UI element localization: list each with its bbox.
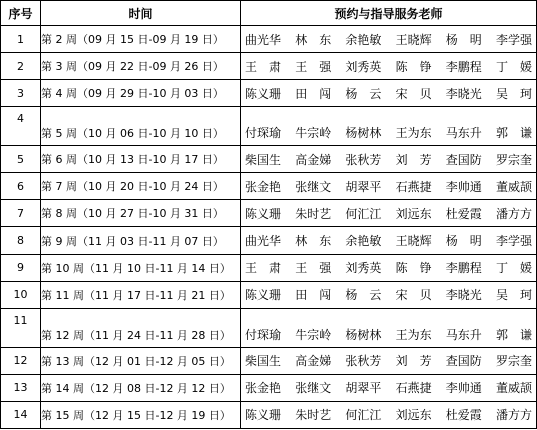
teacher-name: 朱时艺 [295, 408, 332, 423]
teacher-name: 付琛瑜 [245, 126, 282, 141]
teacher-name: 王 强 [295, 261, 332, 276]
teacher-name: 张金艳 [245, 381, 282, 396]
teacher-name: 潘方方 [495, 206, 532, 221]
teacher-name: 吴 珂 [495, 288, 532, 303]
teacher-name: 王为东 [395, 126, 432, 141]
teacher-name: 高金娣 [295, 354, 332, 369]
row-index: 9 [1, 254, 41, 281]
teacher-name: 李学强 [495, 234, 532, 249]
row-index: 14 [1, 401, 41, 428]
teacher-name: 郭 谦 [495, 327, 532, 342]
row-teachers [241, 26, 537, 53]
row-time: 第 8 周（10 月 27 日-10 月 31 日） [41, 200, 241, 227]
teacher-name: 杜爱霞 [445, 408, 482, 423]
table-row [1, 227, 537, 254]
teacher-name: 陈 铮 [395, 261, 432, 276]
row-time: 第 13 周（12 月 01 日-12 月 05 日） [41, 347, 241, 374]
teacher-list [241, 232, 536, 249]
teacher-list [241, 352, 536, 369]
row-time: 第 9 周（11 月 03 日-11 月 07 日） [41, 227, 241, 254]
teacher-name: 潘方方 [495, 408, 532, 423]
teacher-name: 石燕捷 [395, 381, 432, 396]
row-index: 10 [1, 281, 41, 308]
row-index: 3 [1, 80, 41, 107]
teacher-name: 李晓光 [445, 288, 482, 303]
header-teachers: 预约与指导服务老师 [241, 1, 537, 26]
teacher-name: 李学强 [495, 32, 532, 47]
row-teachers [241, 107, 537, 146]
teacher-name: 杨 明 [445, 32, 482, 47]
teacher-list [241, 31, 536, 48]
teacher-list [241, 379, 536, 396]
teacher-name: 付琛瑜 [245, 327, 282, 342]
teacher-name: 石燕捷 [395, 179, 432, 194]
teacher-name: 林 东 [295, 32, 332, 47]
row-index: 1 [1, 26, 41, 53]
teacher-name: 杜爱霞 [445, 206, 482, 221]
teacher-name: 王 肃 [245, 261, 282, 276]
row-teachers [241, 281, 537, 308]
row-time: 第 6 周（10 月 13 日-10 月 17 日） [41, 146, 241, 173]
header-row [1, 1, 537, 26]
row-teachers [241, 347, 537, 374]
teacher-name: 李鹏程 [445, 59, 482, 74]
teacher-list [241, 259, 536, 276]
teacher-list [241, 151, 536, 168]
row-time: 第 4 周（09 月 29 日-10 月 03 日） [41, 80, 241, 107]
teacher-name: 杨 云 [345, 86, 382, 101]
teacher-name: 杨树林 [345, 327, 382, 342]
row-time: 第 3 周（09 月 22 日-09 月 26 日） [41, 53, 241, 80]
table-row [1, 53, 537, 80]
teacher-list [241, 286, 536, 303]
teacher-name: 张继文 [295, 381, 332, 396]
teacher-name: 刘 芳 [395, 152, 432, 167]
teacher-list [241, 326, 536, 347]
teacher-list [241, 406, 536, 423]
teacher-list [241, 124, 536, 145]
row-time: 第 15 周（12 月 15 日-12 月 19 日） [41, 401, 241, 428]
teacher-name: 胡翠平 [345, 179, 382, 194]
teacher-name: 王晓辉 [395, 32, 432, 47]
row-time: 第 5 周（10 月 06 日-10 月 10 日） [41, 107, 241, 146]
teacher-name: 刘 芳 [395, 354, 432, 369]
teacher-name: 李鹏程 [445, 261, 482, 276]
teacher-name: 刘秀英 [345, 261, 382, 276]
row-index: 5 [1, 146, 41, 173]
table-body [1, 26, 537, 429]
teacher-name: 田 闯 [295, 86, 332, 101]
teacher-name: 何汇江 [345, 206, 382, 221]
teacher-name: 罗宗奎 [495, 354, 532, 369]
teacher-name: 王晓辉 [395, 234, 432, 249]
teacher-name: 董威颉 [495, 381, 532, 396]
teacher-name: 陈义珊 [245, 288, 282, 303]
teacher-name: 刘远东 [395, 408, 432, 423]
table-row [1, 308, 537, 347]
teacher-name: 田 闯 [295, 288, 332, 303]
row-teachers [241, 227, 537, 254]
teacher-name: 郭 谦 [495, 126, 532, 141]
teacher-name: 柴国生 [245, 152, 282, 167]
teacher-list [241, 58, 536, 75]
row-teachers [241, 200, 537, 227]
row-teachers [241, 254, 537, 281]
teacher-name: 罗宗奎 [495, 152, 532, 167]
teacher-name: 宋 贝 [395, 288, 432, 303]
teacher-name: 杨树林 [345, 126, 382, 141]
teacher-name: 马东升 [445, 126, 482, 141]
teacher-name: 牛宗岭 [295, 126, 332, 141]
table-row [1, 401, 537, 428]
teacher-name: 丁 媛 [495, 261, 532, 276]
teacher-name: 李晓光 [445, 86, 482, 101]
table-row [1, 80, 537, 107]
table-row [1, 254, 537, 281]
table-row [1, 374, 537, 401]
table-row [1, 281, 537, 308]
row-time: 第 2 周（09 月 15 日-09 月 19 日） [41, 26, 241, 53]
teacher-name: 宋 贝 [395, 86, 432, 101]
row-teachers [241, 401, 537, 428]
teacher-list [241, 205, 536, 222]
teacher-name: 杨 明 [445, 234, 482, 249]
row-teachers [241, 374, 537, 401]
row-index: 11 [1, 308, 41, 347]
teacher-name: 柴国生 [245, 354, 282, 369]
teacher-name: 胡翠平 [345, 381, 382, 396]
teacher-name: 朱时艺 [295, 206, 332, 221]
teacher-name: 牛宗岭 [295, 327, 332, 342]
teacher-name: 杨 云 [345, 288, 382, 303]
row-time: 第 10 周（11 月 10 日-11 月 14 日） [41, 254, 241, 281]
teacher-list [241, 178, 536, 195]
teacher-name: 陈 铮 [395, 59, 432, 74]
teacher-name: 曲光华 [245, 234, 282, 249]
teacher-name: 高金娣 [295, 152, 332, 167]
table-row [1, 347, 537, 374]
teacher-name: 查国防 [445, 152, 482, 167]
teacher-name: 马东升 [445, 327, 482, 342]
row-index: 2 [1, 53, 41, 80]
table-row [1, 26, 537, 53]
row-index: 12 [1, 347, 41, 374]
teacher-name: 刘远东 [395, 206, 432, 221]
table-row [1, 146, 537, 173]
teacher-name: 张金艳 [245, 179, 282, 194]
teacher-name: 陈义珊 [245, 206, 282, 221]
teacher-name: 王 肃 [245, 59, 282, 74]
table-row [1, 173, 537, 200]
row-time: 第 7 周（10 月 20 日-10 月 24 日） [41, 173, 241, 200]
teacher-name: 张秋芳 [345, 152, 382, 167]
table-row [1, 107, 537, 146]
teacher-name: 余艳敏 [345, 234, 382, 249]
row-index: 8 [1, 227, 41, 254]
teacher-name: 王为东 [395, 327, 432, 342]
row-teachers [241, 146, 537, 173]
teacher-name: 李帅通 [445, 381, 482, 396]
teacher-name: 吴 珂 [495, 86, 532, 101]
table-row [1, 200, 537, 227]
teacher-name: 李帅通 [445, 179, 482, 194]
teacher-name: 余艳敏 [345, 32, 382, 47]
teacher-name: 曲光华 [245, 32, 282, 47]
teacher-name: 林 东 [295, 234, 332, 249]
row-index: 6 [1, 173, 41, 200]
row-teachers [241, 308, 537, 347]
header-time: 时间 [41, 1, 241, 26]
row-teachers [241, 80, 537, 107]
teacher-name: 张秋芳 [345, 354, 382, 369]
teacher-name: 何汇江 [345, 408, 382, 423]
teacher-name: 陈义珊 [245, 408, 282, 423]
row-time: 第 12 周（11 月 24 日-11 月 28 日） [41, 308, 241, 347]
row-index: 7 [1, 200, 41, 227]
row-index: 4 [1, 107, 41, 146]
row-teachers [241, 173, 537, 200]
teacher-name: 董威颉 [495, 179, 532, 194]
teacher-name: 查国防 [445, 354, 482, 369]
teacher-name: 张继文 [295, 179, 332, 194]
header-index: 序号 [1, 1, 41, 26]
teacher-name: 陈义珊 [245, 86, 282, 101]
teacher-name: 王 强 [295, 59, 332, 74]
row-time: 第 11 周（11 月 17 日-11 月 21 日） [41, 281, 241, 308]
teacher-list [241, 85, 536, 102]
row-time: 第 14 周（12 月 08 日-12 月 12 日） [41, 374, 241, 401]
row-teachers [241, 53, 537, 80]
teacher-name: 刘秀英 [345, 59, 382, 74]
row-index: 13 [1, 374, 41, 401]
teacher-name: 丁 媛 [495, 59, 532, 74]
